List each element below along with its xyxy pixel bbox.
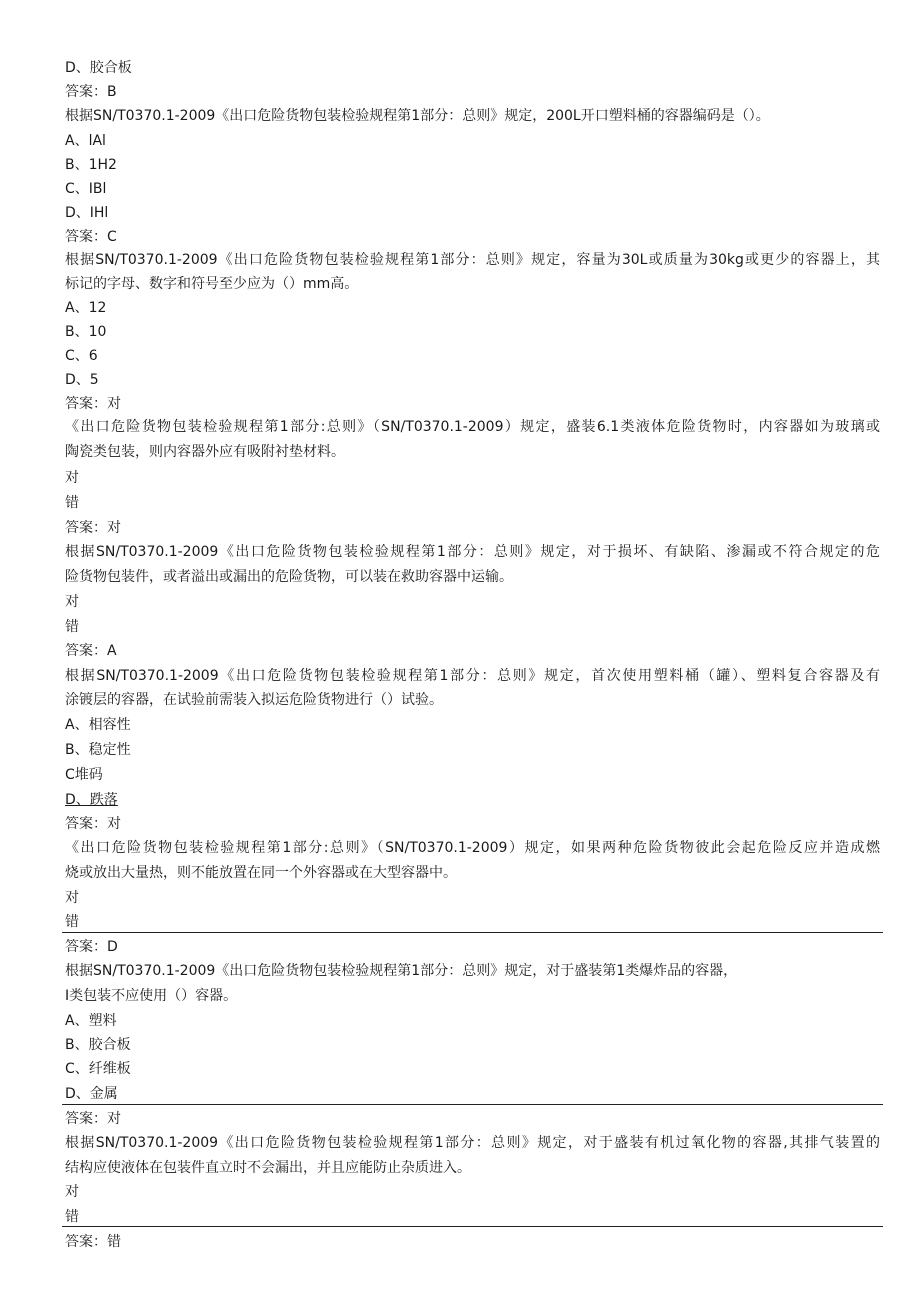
option-line: C堆码	[65, 767, 103, 783]
question-line: 《出口危险货物包装检验规程第1部分:总则》（SN/T0370.1-2009）规定，如果两种危险货物彼此会起危险反应并造成燃	[65, 840, 880, 856]
question-line: 根据SN/T0370.1-2009《出口危险货物包装检验规程第1部分：总则》规定，对于盛装第1类爆炸品的容器，	[65, 963, 738, 979]
option-line: A、相容性	[65, 717, 131, 733]
question-line: 根据SN/T0370.1-2009《出口危险货物包装检验规程第1部分：总则》规定，200L开口塑料桶的容器编码是（）。	[65, 108, 770, 124]
option-line: 错	[65, 914, 79, 930]
answer-line: 答案：对	[65, 816, 121, 832]
option-line: B、1H2	[65, 157, 117, 173]
question-line: I类包装不应使用（）容器。	[65, 988, 238, 1004]
divider	[62, 1104, 883, 1105]
question-line: 根据SN/T0370.1-2009《出口危险货物包装检验规程第1部分：总则》规定，对于盛装有机过氧化物的容器,其排气装置的	[65, 1135, 880, 1151]
option-line: B、胶合板	[65, 1037, 131, 1053]
question-line: 《出口危险货物包装检验规程第1部分:总则》（SN/T0370.1-2009）规定，盛装6.1类液体危险货物时，内容器如为玻璃或	[65, 419, 880, 435]
answer-line: 答案：对	[65, 520, 121, 536]
option-line: 对	[65, 890, 79, 906]
option-line: C、纤维板	[65, 1061, 131, 1077]
question-line: 陶瓷类包装，则内容器外应有吸附衬垫材料。	[65, 444, 345, 460]
option-line: A、lAl	[65, 133, 106, 149]
option-line: A、12	[65, 300, 107, 316]
answer-line: 答案：A	[65, 643, 117, 659]
answer-line: 答案：C	[65, 229, 117, 245]
option-line: B、稳定性	[65, 742, 131, 758]
option-line: C、IBl	[65, 181, 107, 197]
option-line: 对	[65, 470, 79, 486]
option-line: 错	[65, 1209, 79, 1225]
question-line: 涂镀层的容器，在试验前需装入拟运危险货物进行（）试验。	[65, 692, 443, 708]
question-line: 结构应使液体在包装件直立时不会漏出，并且应能防止杂质进入。	[65, 1160, 471, 1176]
option-line: D、跌落	[65, 792, 118, 808]
divider	[62, 932, 883, 933]
option-line: D、胶合板	[65, 60, 132, 76]
option-line: B、10	[65, 324, 107, 340]
option-line: D、金属	[65, 1086, 118, 1102]
answer-line: 答案：对	[65, 1111, 121, 1127]
answer-line: 答案：对	[65, 396, 121, 412]
answer-line: 答案：错	[65, 1234, 121, 1250]
question-line: 烧或放出大量热，则不能放置在同一个外容器或在大型容器中。	[65, 865, 457, 881]
option-line: D、5	[65, 372, 99, 388]
option-line: 对	[65, 594, 79, 610]
option-line: A、塑料	[65, 1013, 117, 1029]
question-line: 根据SN/T0370.1-2009《出口危险货物包装检验规程第1部分：总则》规定，首次使用塑料桶（罐）、塑料复合容器及有	[65, 668, 880, 684]
answer-line: 答案：D	[65, 939, 118, 955]
option-line: C、6	[65, 348, 98, 364]
option-line: 对	[65, 1184, 79, 1200]
question-line: 险货物包装件，或者溢出或漏出的危险货物，可以装在救助容器中运输。	[65, 569, 513, 585]
option-line: 错	[65, 495, 79, 511]
option-line: D、IHl	[65, 205, 109, 221]
answer-line: 答案：B	[65, 84, 117, 100]
divider	[62, 1226, 883, 1227]
question-line: 根据SN/T0370.1-2009《出口危险货物包装检验规程第1部分：总则》规定，容量为30L或质量为30kg或更少的容器上，其	[65, 252, 880, 268]
question-line: 根据SN/T0370.1-2009《出口危险货物包装检验规程第1部分：总则》规定，对于损坏、有缺陷、渗漏或不符合规定的危	[65, 544, 880, 560]
question-line: 标记的字母、数字和符号至少应为（）mm高。	[65, 276, 359, 292]
option-line: 错	[65, 619, 79, 635]
